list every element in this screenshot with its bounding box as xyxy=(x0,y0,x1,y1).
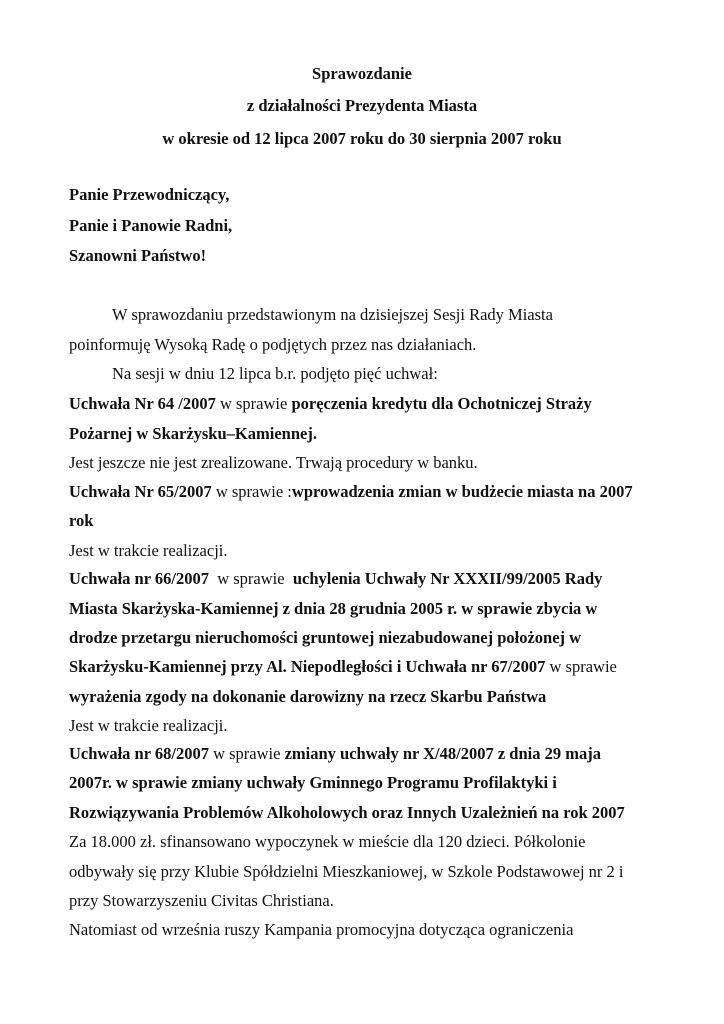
resolution-64-heading: Pożarnej w Skarżysku–Kamiennej. xyxy=(69,424,317,443)
salutation-line: Szanowni Państwo! xyxy=(69,246,207,265)
resolution-68-heading: Rozwiązywania Problemów Alkoholowych oraz Innych Uzależnień na rok 2007 xyxy=(69,803,625,822)
salutation-line: Panie Przewodniczący, xyxy=(69,185,230,204)
resolution-68-status: Natomiast od września ruszy Kampania promocyjna dotycząca ograniczenia xyxy=(69,920,574,939)
resolution-66-heading: Uchwała nr 66/2007 w sprawie uchylenia Uchwały Nr XXXII/99/2005 Rady xyxy=(69,569,603,588)
resolution-65-heading: Uchwała Nr 65/2007 w sprawie :wprowadzenia zmian w budżecie miasta na 2007 xyxy=(69,482,633,501)
resolution-67-heading: wyrażenia zgody na dokonanie darowizny na rzecz Skarbu Państwa xyxy=(69,687,547,706)
resolution-64-heading: Uchwała Nr 64 /2007 w sprawie poręczenia kredytu dla Ochotniczej Straży xyxy=(69,394,592,413)
resolution-68-status: przy Stowarzyszeniu Civitas Christiana. xyxy=(69,891,334,910)
resolution-66-heading: drodze przetargu nieruchomości gruntowej niezabudowanej położonej w xyxy=(69,628,582,647)
resolution-66-heading: Miasta Skarżyska-Kamiennej z dnia 28 grudnia 2005 r. w sprawie zbycia w xyxy=(69,599,598,618)
resolution-68-status: Za 18.000 zł. sfinansowano wypoczynek w mieście dla 120 dzieci. Półkolonie xyxy=(69,832,586,851)
resolution-68-status: odbywały się przy Klubie Spółdzielni Mieszkaniowej, w Szkole Podstawowej nr 2 i xyxy=(69,862,624,881)
report-title: Sprawozdanie xyxy=(312,64,412,83)
intro-paragraph-line: Na sesji w dniu 12 lipca b.r. podjęto pięć uchwał: xyxy=(112,364,438,383)
resolution-65-heading: rok xyxy=(69,511,94,530)
intro-paragraph-line: W sprawozdaniu przedstawionym na dzisiejszej Sesji Rady Miasta xyxy=(112,305,553,324)
report-period: w okresie od 12 lipca 2007 roku do 30 sierpnia 2007 roku xyxy=(162,129,562,148)
report-subtitle: z działalności Prezydenta Miasta xyxy=(246,96,478,115)
resolution-65-status: Jest w trakcie realizacji. xyxy=(69,541,228,560)
intro-paragraph-line: poinformuję Wysoką Radę o podjętych przez nas działaniach. xyxy=(69,335,477,354)
resolution-66-status: Jest w trakcie realizacji. xyxy=(69,716,228,735)
resolution-68-heading: 2007r. w sprawie zmiany uchwały Gminnego Programu Profilaktyki i xyxy=(69,773,557,792)
resolution-66-67-heading: Skarżysku-Kamiennej przy Al. Niepodległości i Uchwała nr 67/2007 w sprawie xyxy=(69,657,617,676)
resolution-64-status: Jest jeszcze nie jest zrealizowane. Trwają procedury w banku. xyxy=(69,453,478,472)
resolution-68-heading: Uchwała nr 68/2007 w sprawie zmiany uchwały nr X/48/2007 z dnia 29 maja xyxy=(69,744,601,763)
salutation-line: Panie i Panowie Radni, xyxy=(69,216,233,235)
